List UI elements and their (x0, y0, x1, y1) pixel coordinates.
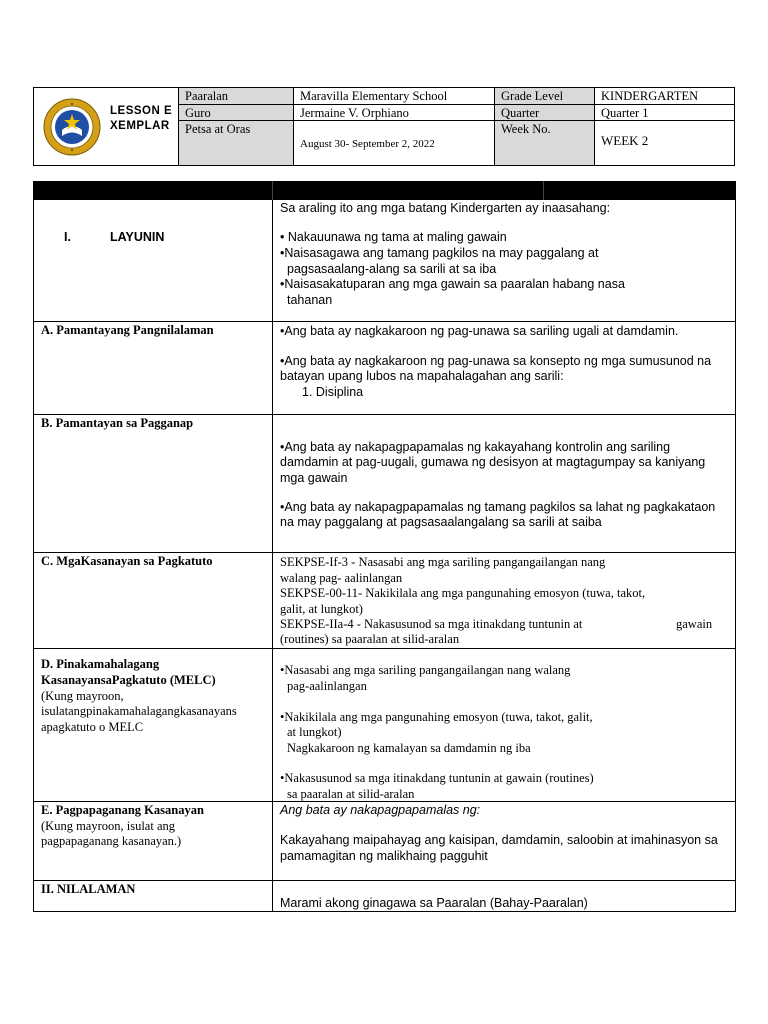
layunin-intro: Sa araling ito ang mga batang Kindergarten ay inaasahang: (280, 201, 611, 215)
kasanayan-title: C. MgaKasanayan sa Pagkatuto (41, 554, 213, 568)
row-divider (34, 648, 735, 649)
layunin-title: LAYUNIN (110, 230, 165, 244)
melc-line: pag-aalinlangan (287, 679, 367, 693)
pagganap-line: •Ang bata ay nakapagpapamalas ng kakayahang kontrolin ang sariling (280, 440, 671, 454)
pagganap-line: •Ang bata ay nakapagpapamalas ng tamang pagkilos sa lahat ng pagkakataon (280, 500, 716, 514)
melc-line: Nagkakaroon ng kamalayan sa damdamin ng iba (287, 741, 531, 755)
kasanayan-line: SEKPSE-If-3 - Nasasabi ang mga sariling pangangailangan nang (280, 555, 606, 569)
melc-line: sa paaralan at silid-aralan (287, 787, 415, 801)
paaralan-value: Maravilla Elementary School (293, 88, 494, 105)
melc-title: D. Pinakamahalagang (41, 657, 160, 671)
pagpapaganang-subtitle: (Kung mayroon, isulat ang (41, 819, 176, 833)
layunin-bullet: tahanan (287, 293, 333, 307)
pagganap-line: na may paggalang at pagsasaalangalang sa sarili at saiba (280, 515, 602, 529)
row-divider (34, 880, 735, 881)
week-no-label: Week No. (494, 121, 594, 165)
grade-level-value: KINDERGARTEN (594, 88, 735, 105)
pangnilalaman-line: •Ang bata ay nagkakaroon ng pag-unawa sa sariling ugali at damdamin. (280, 324, 679, 338)
paaralan-label: Paaralan (178, 88, 293, 105)
melc-line: •Nakasusunod sa mga itinakdang tuntunin at gawain (routines) (280, 771, 594, 785)
melc-subtitle: (Kung mayroon, (41, 689, 124, 703)
pangnilalaman-list-item: 1. Disiplina (302, 385, 364, 399)
quarter-label: Quarter (494, 105, 594, 121)
row-divider (34, 321, 735, 322)
week-no-value: WEEK 2 (594, 121, 735, 165)
school-seal-logo (43, 98, 101, 156)
melc-subtitle: isulatangpinakamahalagangkasanayans (41, 704, 237, 718)
pagpapaganang-line: Kakayahang maipahayag ang kaisipan, damdamin, saloobin at imahinasyon sa (280, 833, 718, 847)
layunin-bullet: •Naisasakatuparan ang mga gawain sa paaralan habang nasa (280, 277, 625, 291)
petsa-value: August 30- September 2, 2022 (293, 121, 494, 165)
header-table (33, 87, 735, 166)
pagpapaganang-title: E. Pagpapaganang Kasanayan (41, 803, 204, 817)
melc-line: •Nakikilala ang mga pangunahing emosyon (tuwa, takot, galit, (280, 710, 593, 724)
logo-cell (34, 88, 179, 165)
kasanayan-line: gawain (676, 617, 713, 631)
nilalaman-title: II. NILALAMAN (41, 882, 136, 896)
petsa-label: Petsa at Oras (178, 121, 293, 165)
guro-value: Jermaine V. Orphiano (293, 105, 494, 121)
column-divider (272, 200, 273, 912)
lesson-table (33, 200, 736, 912)
guro-label: Guro (178, 105, 293, 121)
grade-level-label: Grade Level (494, 88, 594, 105)
header-info-grid (178, 88, 735, 165)
pangnilalaman-line: batayan upang lubos na mapahalagahan ang sarili: (280, 369, 564, 383)
melc-subtitle: apagkatuto o MELC (41, 720, 144, 734)
table-header-bar (33, 181, 736, 200)
layunin-bullet: •Naisasagawa ang tamang pagkilos na may paggalang at (280, 246, 599, 260)
pangnilalaman-line: •Ang bata ay nagkakaroon ng pag-unawa sa konsepto ng mga sumusunod na (280, 354, 712, 368)
kasanayan-line: galit, at lungkot) (280, 602, 363, 616)
kasanayan-line: walang pag- aalinlangan (280, 571, 403, 585)
lesson-exemplar-title: LESSON EXEMPLAR (110, 105, 173, 132)
layunin-bullet: • Nakauunawa ng tama at maling gawain (280, 230, 507, 244)
kasanayan-line: SEKPSE-IIa-4 - Nakasusunod sa mga itinakdang tuntunin at (280, 617, 583, 631)
row-divider (34, 552, 735, 553)
pagpapaganang-subtitle: pagpapaganang kasanayan.) (41, 834, 182, 848)
row-divider (34, 414, 735, 415)
pagpapaganang-intro: Ang bata ay nakapagpapamalas ng: (280, 803, 481, 817)
melc-line: at lungkot) (287, 725, 342, 739)
pagpapaganang-line: pamamagitan ng malikhaing pagguhit (280, 849, 488, 863)
pagganap-title: B. Pamantayan sa Pagganap (41, 416, 194, 430)
layunin-roman: I. (64, 230, 71, 244)
quarter-value: Quarter 1 (594, 105, 735, 121)
pangnilalaman-title: A. Pamantayang Pangnilalaman (41, 323, 214, 337)
pagganap-line: damdamin at pag-uugali, gumawa ng desisyon at magtagumpay sa kaniyang (280, 455, 706, 469)
kasanayan-line: (routines) sa paaralan at silid-aralan (280, 632, 460, 646)
kasanayan-line: SEKPSE-00-11- Nakikilala ang mga pangunahing emosyon (tuwa, takot, (280, 586, 646, 600)
melc-line: •Nasasabi ang mga sariling pangangailangan nang walang (280, 663, 571, 677)
melc-title: KasanayansaPagkatuto (MELC) (41, 673, 216, 687)
layunin-bullet: pagsasaalang-alang sa sarili at sa iba (287, 262, 497, 276)
pagganap-line: mga gawain (280, 471, 348, 485)
nilalaman-line: Marami akong ginagawa sa Paaralan (Bahay-Paaralan) (280, 896, 588, 910)
